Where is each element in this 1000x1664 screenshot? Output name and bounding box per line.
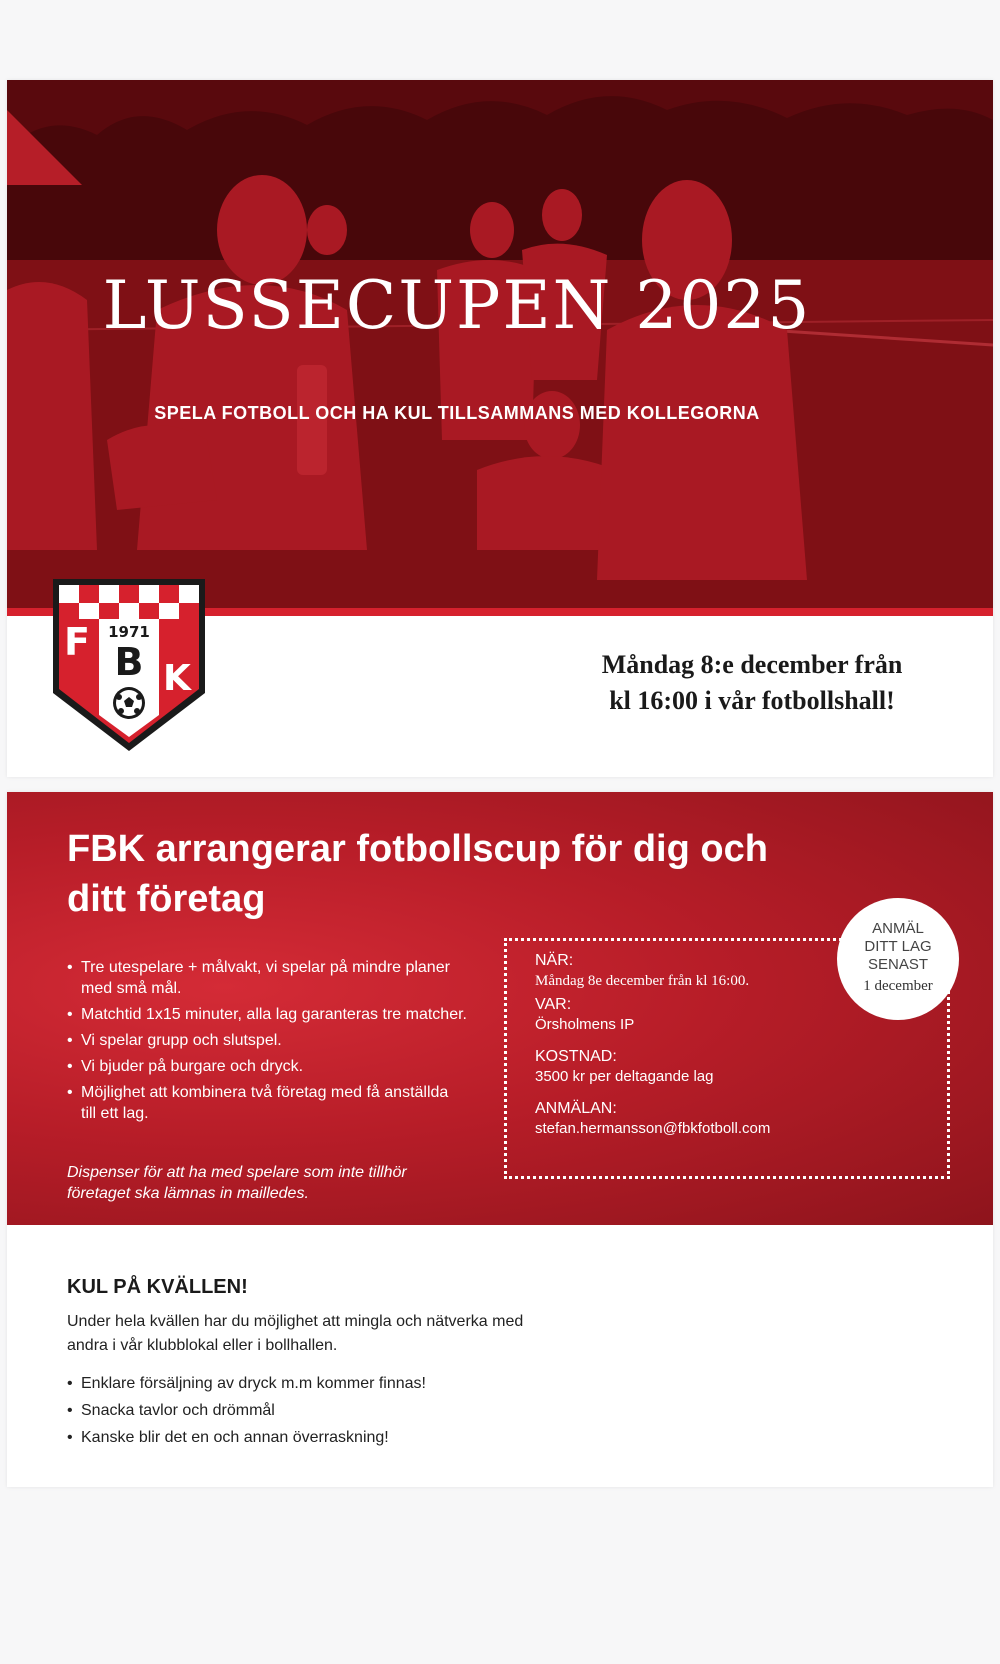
details-heading-line1: FBK arrangerar fotbollscup för dig och: [67, 828, 768, 870]
list-item: • Enklare försäljning av dryck m.m kommer finnas!: [67, 1370, 667, 1397]
dispenser-note: Dispenser för att ha med spelare som inte tillhör företaget ska lämnas in mailledes.: [67, 1164, 407, 1202]
evening-list: [67, 1370, 667, 1451]
logo-letter-b: B: [114, 640, 144, 684]
logo-letter-k: K: [163, 658, 191, 699]
cost-label: KOSTNAD:: [535, 1048, 617, 1065]
hero-illustration: [7, 80, 993, 608]
logo-year: 1971: [108, 623, 150, 641]
list-item: • Tre utespelare + målvakt, vi spelar på mindre planer med små mål.: [67, 957, 467, 999]
deadline-date: 1 december: [863, 978, 933, 994]
event-details-card: [7, 792, 993, 1487]
signup-email-link[interactable]: stefan.hermansson@fbkfotboll.com: [535, 1120, 771, 1137]
cost-value: 3500 kr per deltagande lag: [535, 1068, 714, 1085]
when-label: NÄR:: [535, 952, 574, 969]
when-value: Måndag 8e december från kl 16:00.: [535, 973, 750, 989]
where-label: VAR:: [535, 996, 572, 1013]
deadline-badge: [837, 898, 959, 1020]
where-value: Örsholmens IP: [535, 1016, 635, 1033]
details-panel: [7, 792, 993, 1225]
deadline-badge-text: [837, 920, 959, 974]
badge-line: ANMÄL: [872, 920, 924, 937]
list-item: • Möjlighet att kombinera två företag med få anställda till ett lag.: [67, 1082, 467, 1124]
event-title: LUSSECUPEN 2025: [102, 267, 812, 344]
badge-line: DITT LAG: [864, 938, 932, 955]
event-subtitle: SPELA FOTBOLL OCH HA KUL TILLSAMMANS MED KOLLEGORNA: [154, 403, 760, 423]
event-date-line1: Måndag 8:e december från: [601, 650, 903, 679]
details-heading: [67, 824, 847, 924]
info-content: [535, 951, 865, 1143]
list-item: • Matchtid 1x15 minuter, alla lag garanteras tre matcher.: [67, 1004, 467, 1025]
hero-photo: [7, 80, 993, 616]
signup-label: ANMÄLAN:: [535, 1100, 617, 1117]
event-date-line2: kl 16:00 i vår fotbollshall!: [609, 686, 895, 715]
event-date-text: [527, 647, 977, 719]
list-item: • Snacka tavlor och drömmål: [67, 1397, 667, 1424]
list-item: • Kanske blir det en och annan överraskning!: [67, 1424, 667, 1451]
event-cover-card: [7, 80, 993, 777]
fbk-club-logo: [49, 575, 209, 755]
evening-title: KUL PÅ KVÄLLEN!: [67, 1276, 248, 1298]
badge-line: SENAST: [867, 956, 928, 973]
feature-list: [67, 957, 467, 1129]
details-heading-line2: ditt företag: [67, 878, 266, 920]
list-item: • Vi spelar grupp och slutspel.: [67, 1030, 467, 1051]
list-item: • Vi bjuder på burgare och dryck.: [67, 1056, 467, 1077]
football-icon: [113, 687, 145, 719]
evening-text: Under hela kvällen har du möjlighet att mingla och nätverka med andra i vår klubblokal eller i bollhallen.: [67, 1313, 524, 1354]
logo-letter-f: F: [64, 620, 90, 664]
